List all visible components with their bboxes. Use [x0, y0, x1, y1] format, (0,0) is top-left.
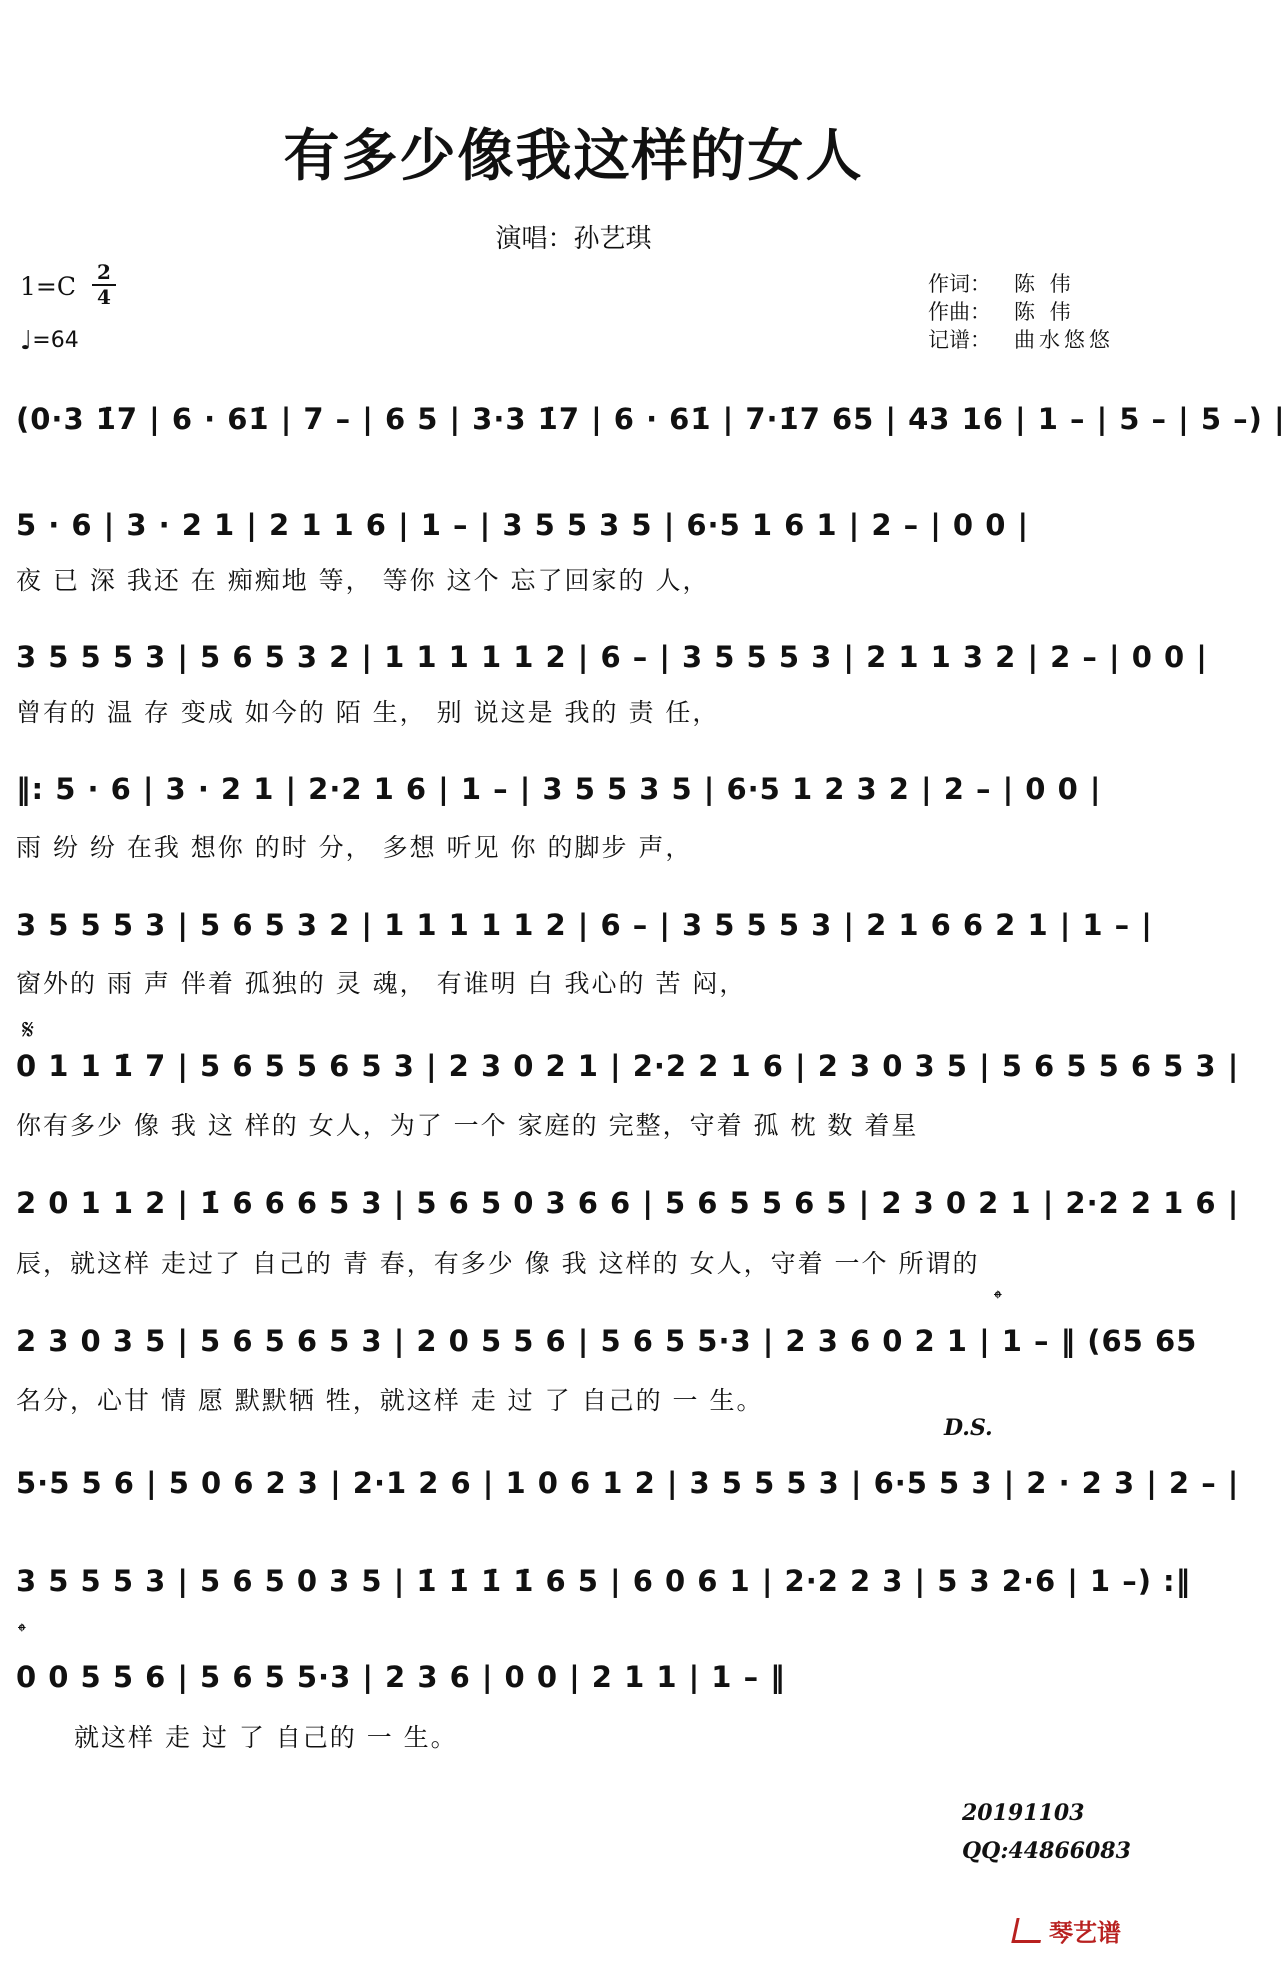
tempo-marking	[20, 326, 79, 356]
quarter-note-icon: ♩	[20, 326, 33, 356]
logo-icon	[1011, 1918, 1045, 1943]
notation-system-10: 3 5 5 5 3 | 5 6 5 0 3 5 | 1̇ 1̇ 1̇ 1̇ 6 5 | 6 0 6 1 | 2·2 2 3 | 5 3 2·6 | 1 –) :‖	[16, 1564, 1192, 1598]
lyrics-line-7: 辰，就这样 走过了 自己的 青 春，有多少 像 我 这样的 女人，守着 一个 所谓的	[16, 1249, 980, 1278]
notation-system-11: 0 0 5 5 6 | 5 6 5 5·3 | 2 3 6 | 0 0 | 2 1 1 | 1 – ‖	[16, 1660, 786, 1694]
singer-line: 演唱：孙艺琪	[495, 224, 652, 254]
lyrics-line-4: 雨 纷 纷 在我 想你 的时 分， 多想 听见 你 的脚步 声，	[16, 833, 693, 862]
lyrics-line-6: 你有多少 像 我 这 样的 女人，为了 一个 家庭的 完整，守着 孤 枕 数 着星	[16, 1111, 919, 1140]
notation-system-5: 3 5 5 5 3 | 5 6 5 3 2 | 1 1 1 1 1 2 | 6 – | 3 5 5 5 3 | 2 1 6 6 2 1 | 1 – |	[16, 908, 1153, 942]
notation-system-2: 5 · 6 | 3 · 2 1 | 2 1 1 6 | 1 – | 3 5 5 3 5 | 6·5 1 6 1 | 2 – | 0 0 |	[16, 508, 1030, 542]
lyrics-line-11: 就这样 走 过 了 自己的 一 生。	[74, 1723, 458, 1752]
credit-value: 陈 伟	[1014, 272, 1075, 296]
coda-icon: 𝄌	[994, 1287, 1002, 1312]
logo-text: 琴艺谱	[1049, 1919, 1121, 1947]
notation-system-9: 5·5 5 6 | 5 0 6 2 3 | 2·1 2 6 | 1 0 6 1 2 | 3 5 5 5 3 | 6·5 5 3 | 2 · 2 3 | 2 – |	[16, 1466, 1240, 1500]
notation-system-3: 3 5 5 5 3 | 5 6 5 3 2 | 1 1 1 1 1 2 | 6 – | 3 5 5 5 3 | 2 1 1 3 2 | 2 – | 0 0 |	[16, 640, 1208, 674]
tempo-value: =64	[32, 328, 79, 353]
notation-system-4: ‖: 5 · 6 | 3 · 2 1 | 2·2 1 6 | 1 – | 3 5 5 3 5 | 6·5 1 2 3 2 | 2 – | 0 0 |	[16, 772, 1102, 806]
credit-label: 作词：	[928, 272, 991, 296]
qinyipu-logo	[1014, 1913, 1121, 1948]
lyrics-line-3: 曾有的 温 存 变成 如今的 陌 生， 别 说这是 我的 责 任，	[16, 698, 720, 727]
key-signature: 1=C	[20, 272, 76, 301]
time-signature-bottom: 4	[97, 285, 111, 309]
dal-segno-mark: D.S.	[944, 1415, 993, 1441]
notation-system-1: (0·3 1̇7 | 6 · 61̇ | 7 – | 6 5 | 3·3 1̇7 | 6 · 61̇ | 7·1̇7 65 | 43 16 | 1 – | 5 – | 5 –) |	[16, 402, 1286, 436]
lyrics-line-2: 夜 已 深 我还 在 痴痴地 等， 等你 这个 忘了回家的 人，	[16, 566, 710, 595]
lyrics-line-5: 窗外的 雨 声 伴着 孤独的 灵 魂， 有谁明 白 我心的 苦 闷，	[16, 969, 747, 998]
credit-composer	[928, 296, 1075, 326]
credit-transcriber	[928, 324, 1114, 354]
credit-label: 记谱：	[928, 328, 991, 352]
segno-icon: 𝄋	[22, 1013, 35, 1046]
time-signature	[92, 262, 116, 308]
notation-system-7: 2 0 1 1 2 | 1̇ 6 6 6 5 3 | 5 6 5 0 3 6 6 | 5 6 5 5 6 5 | 2 3 0 2 1 | 2·2 2 1 6 |	[16, 1186, 1240, 1220]
time-signature-top: 2	[97, 260, 111, 284]
notation-system-6: 0 1 1 1̇ 7 | 5 6 5 5 6 5 3 | 2 3 0 2 1 | 2·2 2 1 6 | 2 3 0 3 5 | 5 6 5 5 6 5 3 |	[16, 1049, 1240, 1083]
qq-contact: QQ:44866083	[962, 1838, 1131, 1864]
song-title: 有多少像我这样的女人	[283, 123, 864, 189]
credit-label: 作曲：	[928, 300, 991, 324]
credit-value: 陈 伟	[1014, 300, 1075, 324]
coda-icon: 𝄌	[18, 1620, 26, 1645]
notation-system-8: 2 3 0 3 5 | 5 6 5 6 5 3 | 2 0 5 5 6 | 5 6 5 5·3 | 2 3 6 0 2 1 | 1 – ‖ (65 65	[16, 1324, 1198, 1358]
credit-lyricist	[928, 268, 1075, 298]
lyrics-line-8: 名分，心甘 情 愿 默默牺 牲，就这样 走 过 了 自己的 一 生。	[16, 1386, 764, 1415]
credit-value: 曲水悠悠	[1014, 328, 1114, 352]
transcription-date: 20191103	[962, 1800, 1085, 1826]
